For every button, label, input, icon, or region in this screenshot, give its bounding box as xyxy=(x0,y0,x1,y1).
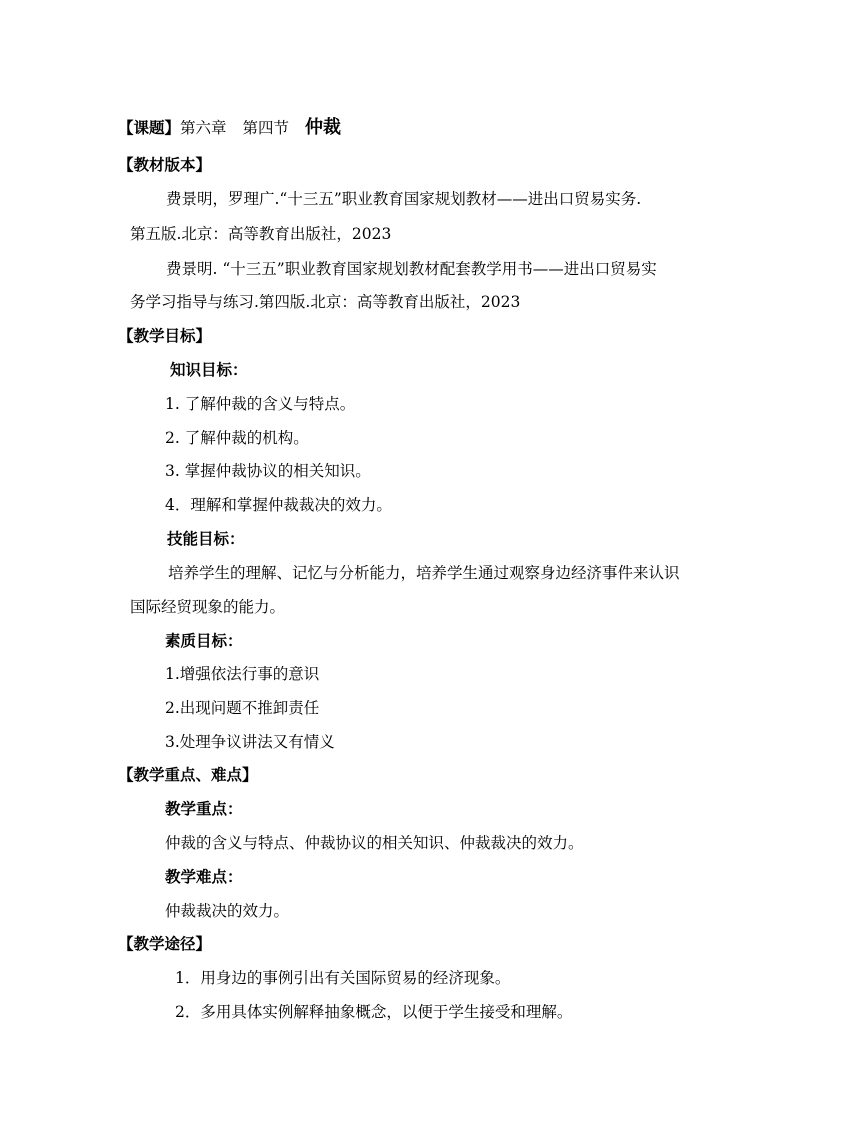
focus-text: 仲裁的含义与特点、仲裁协议的相关知识、仲裁裁决的效力。 xyxy=(165,834,584,852)
textbook-ref1-line2: 第五版.北京：高等教育出版社，2023 xyxy=(130,225,392,243)
lesson-title: 仲裁 xyxy=(305,117,342,138)
knowledge-item: 1. 了解仲裁的含义与特点。 xyxy=(165,395,356,413)
textbook-ref2-line1: 费景明. “十三五”职业教育国家规划教材配套教学用书——进出口贸易实 xyxy=(166,260,657,278)
approach-heading: 【教学途径】 xyxy=(118,935,212,953)
knowledge-item: 3. 掌握仲裁协议的相关知识。 xyxy=(165,462,371,480)
focus-label: 教学重点： xyxy=(165,800,243,818)
textbook-ref2-line2: 务学习指导与练习.第四版.北京：高等教育出版社，2023 xyxy=(130,293,521,311)
difficulty-label: 教学难点： xyxy=(165,868,243,886)
knowledge-label: 知识目标： xyxy=(170,361,248,379)
approach-item: 1．用身边的事例引出有关国际贸易的经济现象。 xyxy=(175,969,511,987)
textbook-ref1-line1: 费景明，罗理广.“十三五”职业教育国家规划教材——进出口贸易实务. xyxy=(166,190,642,208)
lesson-title-line xyxy=(118,118,341,138)
objectives-heading: 【教学目标】 xyxy=(118,327,212,345)
quality-item: 3.处理争议讲法又有情义 xyxy=(165,733,335,751)
quality-label: 素质目标： xyxy=(165,632,243,650)
knowledge-item: 2. 了解仲裁的机构。 xyxy=(165,429,309,447)
skill-label: 技能目标： xyxy=(167,530,245,548)
quality-item: 2.出现问题不推卸责任 xyxy=(165,699,320,717)
difficulty-text: 仲裁裁决的效力。 xyxy=(165,902,290,920)
lesson-chapter: 第六章 xyxy=(180,119,227,137)
quality-item: 1.增强依法行事的意识 xyxy=(165,665,320,683)
key-points-heading: 【教学重点、难点】 xyxy=(118,766,258,784)
skill-line2: 国际经贸现象的能力。 xyxy=(130,598,286,616)
approach-item: 2．多用具体实例解释抽象概念，以便于学生接受和理解。 xyxy=(175,1003,573,1021)
lesson-label: 【课题】 xyxy=(118,119,181,137)
lesson-section: 第四节 xyxy=(242,119,290,137)
knowledge-item: 4．理解和掌握仲裁裁决的效力。 xyxy=(165,496,392,514)
textbook-heading: 【教材版本】 xyxy=(118,156,212,174)
skill-line1: 培养学生的理解、记忆与分析能力，培养学生通过观察身边经济事件来认识 xyxy=(168,564,680,582)
